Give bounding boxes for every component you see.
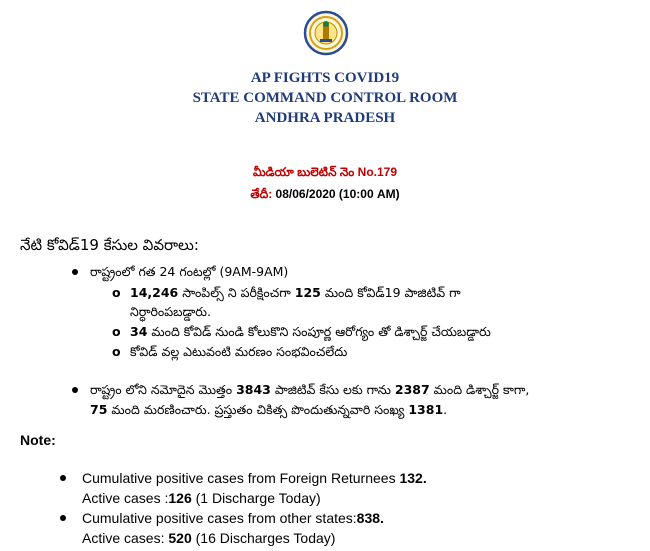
text-part: . bbox=[443, 402, 448, 417]
header-line-2: STATE COMMAND CONTROL ROOM bbox=[192, 90, 458, 106]
bullet-item-24h bbox=[72, 262, 632, 282]
positive-count: 125 bbox=[294, 285, 321, 300]
bullet-text: రాష్ట్రంలో గత 24 గంటల్లో (9AM-9AM) bbox=[90, 264, 289, 279]
sub-item-samples bbox=[112, 283, 612, 323]
text-part: మంది మరణించారు. ప్రస్తుతం చికిత్స పొందుతున్నవారి సంఖ్య bbox=[107, 402, 409, 417]
other-states-active: 520 bbox=[168, 530, 192, 546]
discharged-today-count: 34 bbox=[130, 324, 148, 339]
text-part: రాష్ట్రం లోని నమోదైన మొత్తం bbox=[90, 382, 237, 397]
sub-bullet-icon: o bbox=[112, 344, 121, 359]
foreign-cumulative: 132. bbox=[399, 470, 427, 486]
total-positive: 3843 bbox=[236, 382, 271, 397]
sub-bullet-icon: o bbox=[112, 285, 121, 300]
text-part: Active cases : bbox=[82, 490, 169, 506]
bulletin-header bbox=[0, 68, 650, 128]
text-part: Cumulative positive cases from other states: bbox=[82, 510, 357, 526]
note-item-text bbox=[82, 508, 384, 548]
date-value: 08/06/2020 (10:00 AM) bbox=[272, 187, 400, 201]
total-deaths: 75 bbox=[90, 402, 108, 417]
ap-state-emblem-icon bbox=[303, 10, 349, 56]
other-states-cumulative: 838. bbox=[356, 510, 384, 526]
bullet-icon bbox=[72, 269, 78, 275]
sub-text-part: మంది కోవిడ్ నుండి కోలుకొని సంపూర్ణ ఆరోగ్యం తో డిశ్చార్జ్ చేయబడ్డారు bbox=[147, 324, 491, 339]
sub-item-text bbox=[130, 322, 491, 341]
header-line-1: AP FIGHTS COVID19 bbox=[250, 70, 400, 86]
bullet-icon bbox=[60, 475, 66, 481]
note-item-foreign bbox=[54, 468, 634, 508]
note-item-other-states bbox=[54, 508, 634, 548]
note-label: Note: bbox=[20, 432, 56, 448]
bulletin-number: మీడియా బులెటిన్ నెం No.179 bbox=[252, 165, 398, 179]
text-part: Active cases: bbox=[82, 530, 169, 546]
text-part: (1 Discharge Today) bbox=[191, 490, 321, 506]
sub-item-text bbox=[130, 283, 461, 321]
bullet-icon bbox=[60, 515, 66, 521]
foreign-active: 126 bbox=[168, 490, 192, 506]
active-count: 1381 bbox=[408, 402, 444, 417]
sub-text-part: మంది కోవిడ్19 పాజిటివ్ గా bbox=[320, 285, 461, 300]
sub-text-part: సాంపిల్స్ ని పరీక్షించగా bbox=[178, 285, 295, 300]
sub-item-deaths bbox=[112, 342, 632, 362]
bullet-text bbox=[90, 380, 630, 420]
text-part: (16 Discharges Today) bbox=[191, 530, 336, 546]
total-discharged: 2387 bbox=[394, 382, 430, 397]
note-item-text bbox=[82, 468, 427, 508]
date-label: తేదీ: bbox=[250, 187, 273, 201]
samples-count: 14,246 bbox=[130, 285, 179, 300]
sub-text-part: నిర్ధారింపబడ్డారు. bbox=[130, 304, 211, 319]
sub-bullet-icon: o bbox=[112, 324, 121, 339]
header-line-3: ANDHRA PRADESH bbox=[254, 110, 396, 126]
bulletin-date bbox=[0, 187, 650, 204]
text-part: Cumulative positive cases from Foreign Returnees bbox=[82, 470, 400, 486]
sub-item-text: కోవిడ్ వల్ల ఎటువంటి మరణం సంభవించలేదు bbox=[130, 344, 348, 359]
sub-item-discharged bbox=[112, 322, 632, 342]
bullet-icon bbox=[72, 387, 78, 393]
text-part: మంది డిశ్చార్జ్ కాగా, bbox=[429, 382, 530, 397]
bullet-item-totals bbox=[72, 380, 632, 422]
section-title: నేటి కోవిడ్19 కేసుల వివరాలు: bbox=[20, 236, 199, 254]
text-part: పాజిటివ్ కేసు లకు గాను bbox=[270, 382, 395, 397]
